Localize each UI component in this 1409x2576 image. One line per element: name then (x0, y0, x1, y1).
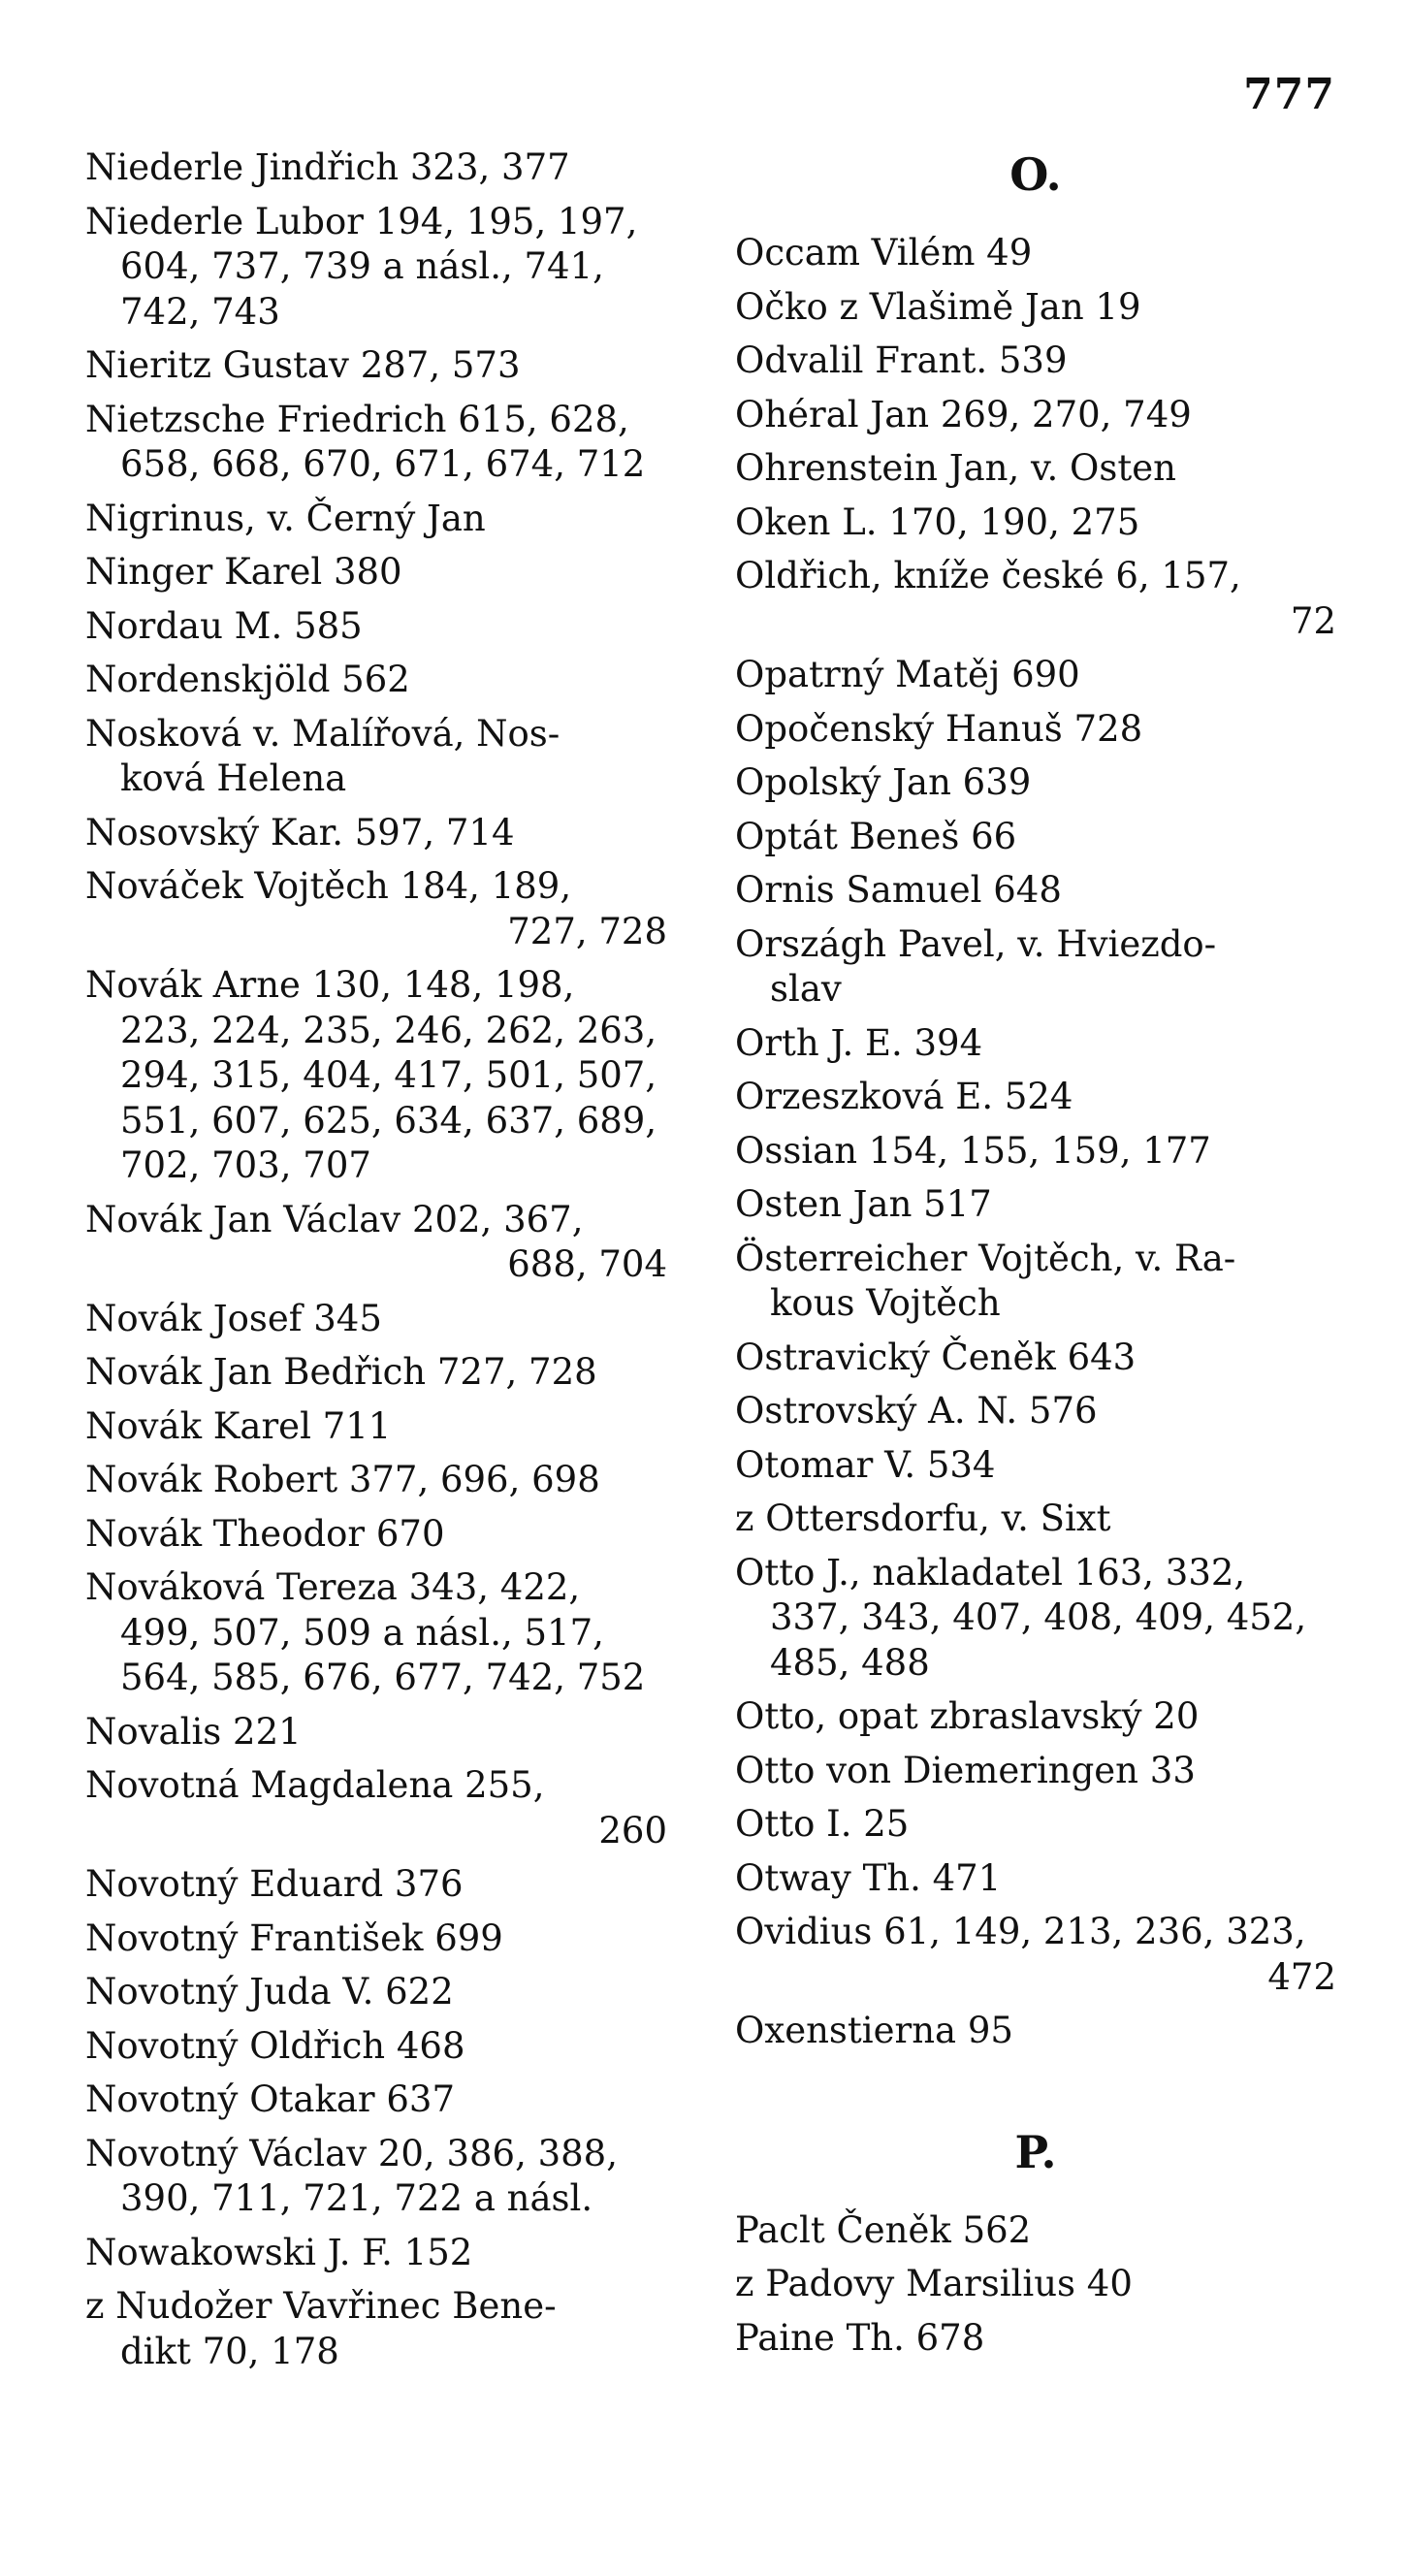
entry-heading: Orzeszková E. 524 (735, 1076, 1073, 1117)
entry-continuation: ková Helena (120, 757, 347, 799)
right-column (735, 145, 1336, 2369)
index-entry (85, 1710, 667, 1755)
index-entry (735, 554, 1336, 644)
entry-heading: Oldřich, kníže české 6, 157, (735, 555, 1241, 596)
entry-heading: Paine Th. 678 (735, 2316, 985, 2359)
index-entry (735, 1021, 1336, 1067)
index-entry (735, 1075, 1336, 1120)
entry-heading: Nováček Vojtěch 184, 189, (85, 865, 572, 907)
index-entry (85, 1565, 667, 1701)
entry-continuation: 702, 703, 707 (120, 1144, 371, 1186)
index-entry (85, 864, 667, 954)
index-entry (735, 1749, 1336, 1794)
page-number: 777 (1243, 70, 1335, 119)
index-entry (85, 2077, 667, 2123)
entry-heading: Oxenstierna 95 (735, 2010, 1013, 2051)
entry-heading: Nieritz Gustav 287, 573 (85, 344, 521, 386)
index-entry (85, 1458, 667, 1503)
entry-heading: Occam Vilém 49 (735, 232, 1033, 274)
index-entry (735, 1551, 1336, 1687)
index-entry (85, 2132, 667, 2222)
entry-page-refs-right: 72 (1290, 599, 1336, 642)
index-entry (85, 1862, 667, 1908)
index-entry (735, 500, 1336, 546)
index-entry (85, 343, 667, 389)
entry-heading: Novotný Václav 20, 386, 388, (85, 2132, 618, 2174)
index-entry (85, 1404, 667, 1450)
index-entry (85, 963, 667, 1189)
entry-heading: Nietzsche Friedrich 615, 628, (85, 398, 629, 440)
entry-heading: Ossian 154, 155, 159, 177 (735, 1129, 1211, 1172)
entry-heading: Novák Theodor 670 (85, 1512, 445, 1555)
index-entry (85, 1350, 667, 1396)
o-entries (735, 231, 1336, 2054)
entry-heading: Novotný František 699 (85, 1916, 503, 1959)
index-entry (85, 550, 667, 596)
index-entry (85, 398, 667, 488)
entry-continuation: 658, 668, 670, 671, 674, 712 (120, 443, 646, 485)
entry-heading: Novák Arne 130, 148, 198, (85, 964, 575, 1006)
entry-continuation: dikt 70, 178 (120, 2330, 339, 2372)
entry-heading: Optát Beneš 66 (735, 815, 1017, 857)
entry-heading: Nigrinus, v. Černý Jan (85, 497, 486, 539)
index-entry (85, 1198, 667, 1288)
index-entry (85, 811, 667, 856)
entry-heading: Opolský Jan 639 (735, 761, 1032, 803)
index-entry (85, 145, 667, 191)
index-entry (735, 2208, 1336, 2254)
index-entry (735, 1336, 1336, 1381)
index-entry (735, 2009, 1336, 2054)
entry-page-refs-right: 472 (1267, 1955, 1336, 1998)
entry-heading: Novotný Eduard 376 (85, 1863, 464, 1905)
index-entry (735, 1389, 1336, 1434)
entry-heading: Ohrenstein Jan, v. Osten (735, 447, 1176, 489)
left-column (85, 145, 667, 2383)
index-entry (85, 604, 667, 650)
entry-continuation: 742, 743 (120, 290, 280, 333)
section-letter-o: O. (1009, 148, 1062, 201)
index-entry (735, 446, 1336, 492)
entry-heading: Országh Pavel, v. Hviezdo- (735, 922, 1217, 965)
entry-heading: Ostravický Čeněk 643 (735, 1336, 1137, 1378)
index-entry (735, 1856, 1336, 1902)
entry-page-refs-right: 727, 728 (507, 910, 667, 952)
entry-page-refs-right: 260 (598, 1809, 667, 1852)
index-entry (85, 1763, 667, 1853)
index-entry (735, 2262, 1336, 2307)
entry-continuation: 294, 315, 404, 417, 501, 507, (120, 1054, 657, 1096)
entry-heading: z Nudožer Vavřinec Bene- (85, 2285, 557, 2327)
index-entry (735, 1497, 1336, 1542)
index-entry (735, 1129, 1336, 1175)
index-entry (85, 2231, 667, 2276)
index-entry (735, 2316, 1336, 2362)
index-entry (85, 712, 667, 802)
index-entry (735, 707, 1336, 753)
index-entry (85, 1512, 667, 1558)
index-entry (735, 231, 1336, 276)
entry-heading: Novák Karel 711 (85, 1404, 392, 1447)
entry-continuation: 223, 224, 235, 246, 262, 263, (120, 1009, 657, 1051)
entry-continuation: 485, 488 (770, 1641, 930, 1684)
entry-heading: Ornis Samuel 648 (735, 869, 1062, 911)
index-entry (735, 1694, 1336, 1740)
entry-heading: z Padovy Marsilius 40 (735, 2263, 1133, 2304)
entry-heading: Očko z Vlašimě Jan 19 (735, 285, 1141, 328)
index-entry (735, 1910, 1336, 2000)
entry-heading: Ohéral Jan 269, 270, 749 (735, 393, 1192, 435)
entry-heading: Nováková Tereza 343, 422, (85, 1566, 581, 1608)
index-entry (735, 1443, 1336, 1489)
entry-heading: Odvalil Frant. 539 (735, 339, 1068, 381)
entry-heading: Novotný Otakar 637 (85, 2078, 456, 2120)
index-entry (85, 1297, 667, 1342)
entry-heading: Otto I. 25 (735, 1803, 910, 1845)
entry-heading: Nosovský Kar. 597, 714 (85, 811, 515, 853)
index-entry (85, 1970, 667, 2015)
index-entry (735, 922, 1336, 1013)
index-entry (735, 393, 1336, 438)
entry-heading: Novotný Juda V. 622 (85, 1971, 454, 2012)
index-entry (735, 1802, 1336, 1848)
entry-heading: Novák Robert 377, 696, 698 (85, 1459, 600, 1500)
index-entry (735, 815, 1336, 860)
entry-heading: Niederle Jindřich 323, 377 (85, 146, 570, 188)
entry-heading: Ninger Karel 380 (85, 551, 402, 593)
entry-heading: Otto, opat zbraslavský 20 (735, 1695, 1200, 1737)
entry-heading: Ostrovský A. N. 576 (735, 1390, 1098, 1432)
entry-heading: Paclt Čeněk 562 (735, 2208, 1032, 2251)
entry-continuation: 564, 585, 676, 677, 742, 752 (120, 1657, 646, 1698)
index-entry (85, 200, 667, 336)
entry-heading: Niederle Lubor 194, 195, 197, (85, 200, 638, 242)
entry-continuation: slav (770, 968, 842, 1010)
entry-continuation: 499, 507, 509 a násl., 517, (120, 1611, 604, 1654)
index-entry (85, 497, 667, 542)
entry-heading: Oken L. 170, 190, 275 (735, 500, 1140, 543)
entry-heading: Otto von Diemeringen 33 (735, 1749, 1196, 1791)
index-entry (85, 2024, 667, 2070)
entry-heading: Orth J. E. 394 (735, 1021, 983, 1064)
index-entry (735, 285, 1336, 331)
entry-heading: Otway Th. 471 (735, 1856, 1002, 1899)
p-entries (735, 2208, 1336, 2362)
entry-heading: Novotný Oldřich 468 (85, 2024, 465, 2067)
entry-heading: Osten Jan 517 (735, 1183, 992, 1225)
entry-heading: Opatrný Matěj 690 (735, 654, 1080, 695)
entry-continuation: 604, 737, 739 a násl., 741, (120, 245, 604, 287)
entry-heading: z Ottersdorfu, v. Sixt (735, 1497, 1111, 1539)
index-entry (735, 653, 1336, 698)
entry-heading: Novák Jan Bedřich 727, 728 (85, 1351, 597, 1393)
index-entry (735, 338, 1336, 384)
index-entry (85, 2284, 667, 2374)
index-entry (735, 868, 1336, 914)
entry-heading: Novák Josef 345 (85, 1297, 382, 1339)
entry-heading: Opočenský Hanuš 728 (735, 707, 1143, 750)
entry-heading: Nordenskjöld 562 (85, 659, 410, 700)
entry-heading: Otto J., nakladatel 163, 332, (735, 1551, 1246, 1594)
index-entry (735, 760, 1336, 806)
index-entry (735, 1182, 1336, 1228)
entry-heading: Nordau M. 585 (85, 604, 363, 647)
index-entry (85, 658, 667, 703)
entry-heading: Novotná Magdalena 255, (85, 1764, 545, 1806)
entry-page-refs-right: 688, 704 (507, 1243, 667, 1285)
entry-heading: Novák Jan Václav 202, 367, (85, 1198, 584, 1240)
entry-heading: Nosková v. Malířová, Nos- (85, 712, 560, 755)
entry-continuation: 390, 711, 721, 722 a násl. (120, 2177, 593, 2219)
entry-continuation: 337, 343, 407, 408, 409, 452, (770, 1596, 1307, 1638)
index-entry (85, 1916, 667, 1962)
entry-heading: Otomar V. 534 (735, 1443, 996, 1486)
entry-heading: Ovidius 61, 149, 213, 236, 323, (735, 1911, 1306, 1952)
index-entry (735, 1237, 1336, 1327)
entry-heading: Nowakowski J. F. 152 (85, 2231, 473, 2273)
entry-heading: Novalis 221 (85, 1710, 302, 1753)
entry-heading: Österreicher Vojtěch, v. Ra- (735, 1237, 1236, 1279)
section-letter-p: P. (1014, 2125, 1057, 2178)
entry-continuation: kous Vojtěch (770, 1282, 1001, 1324)
entry-continuation: 551, 607, 625, 634, 637, 689, (120, 1099, 657, 1142)
